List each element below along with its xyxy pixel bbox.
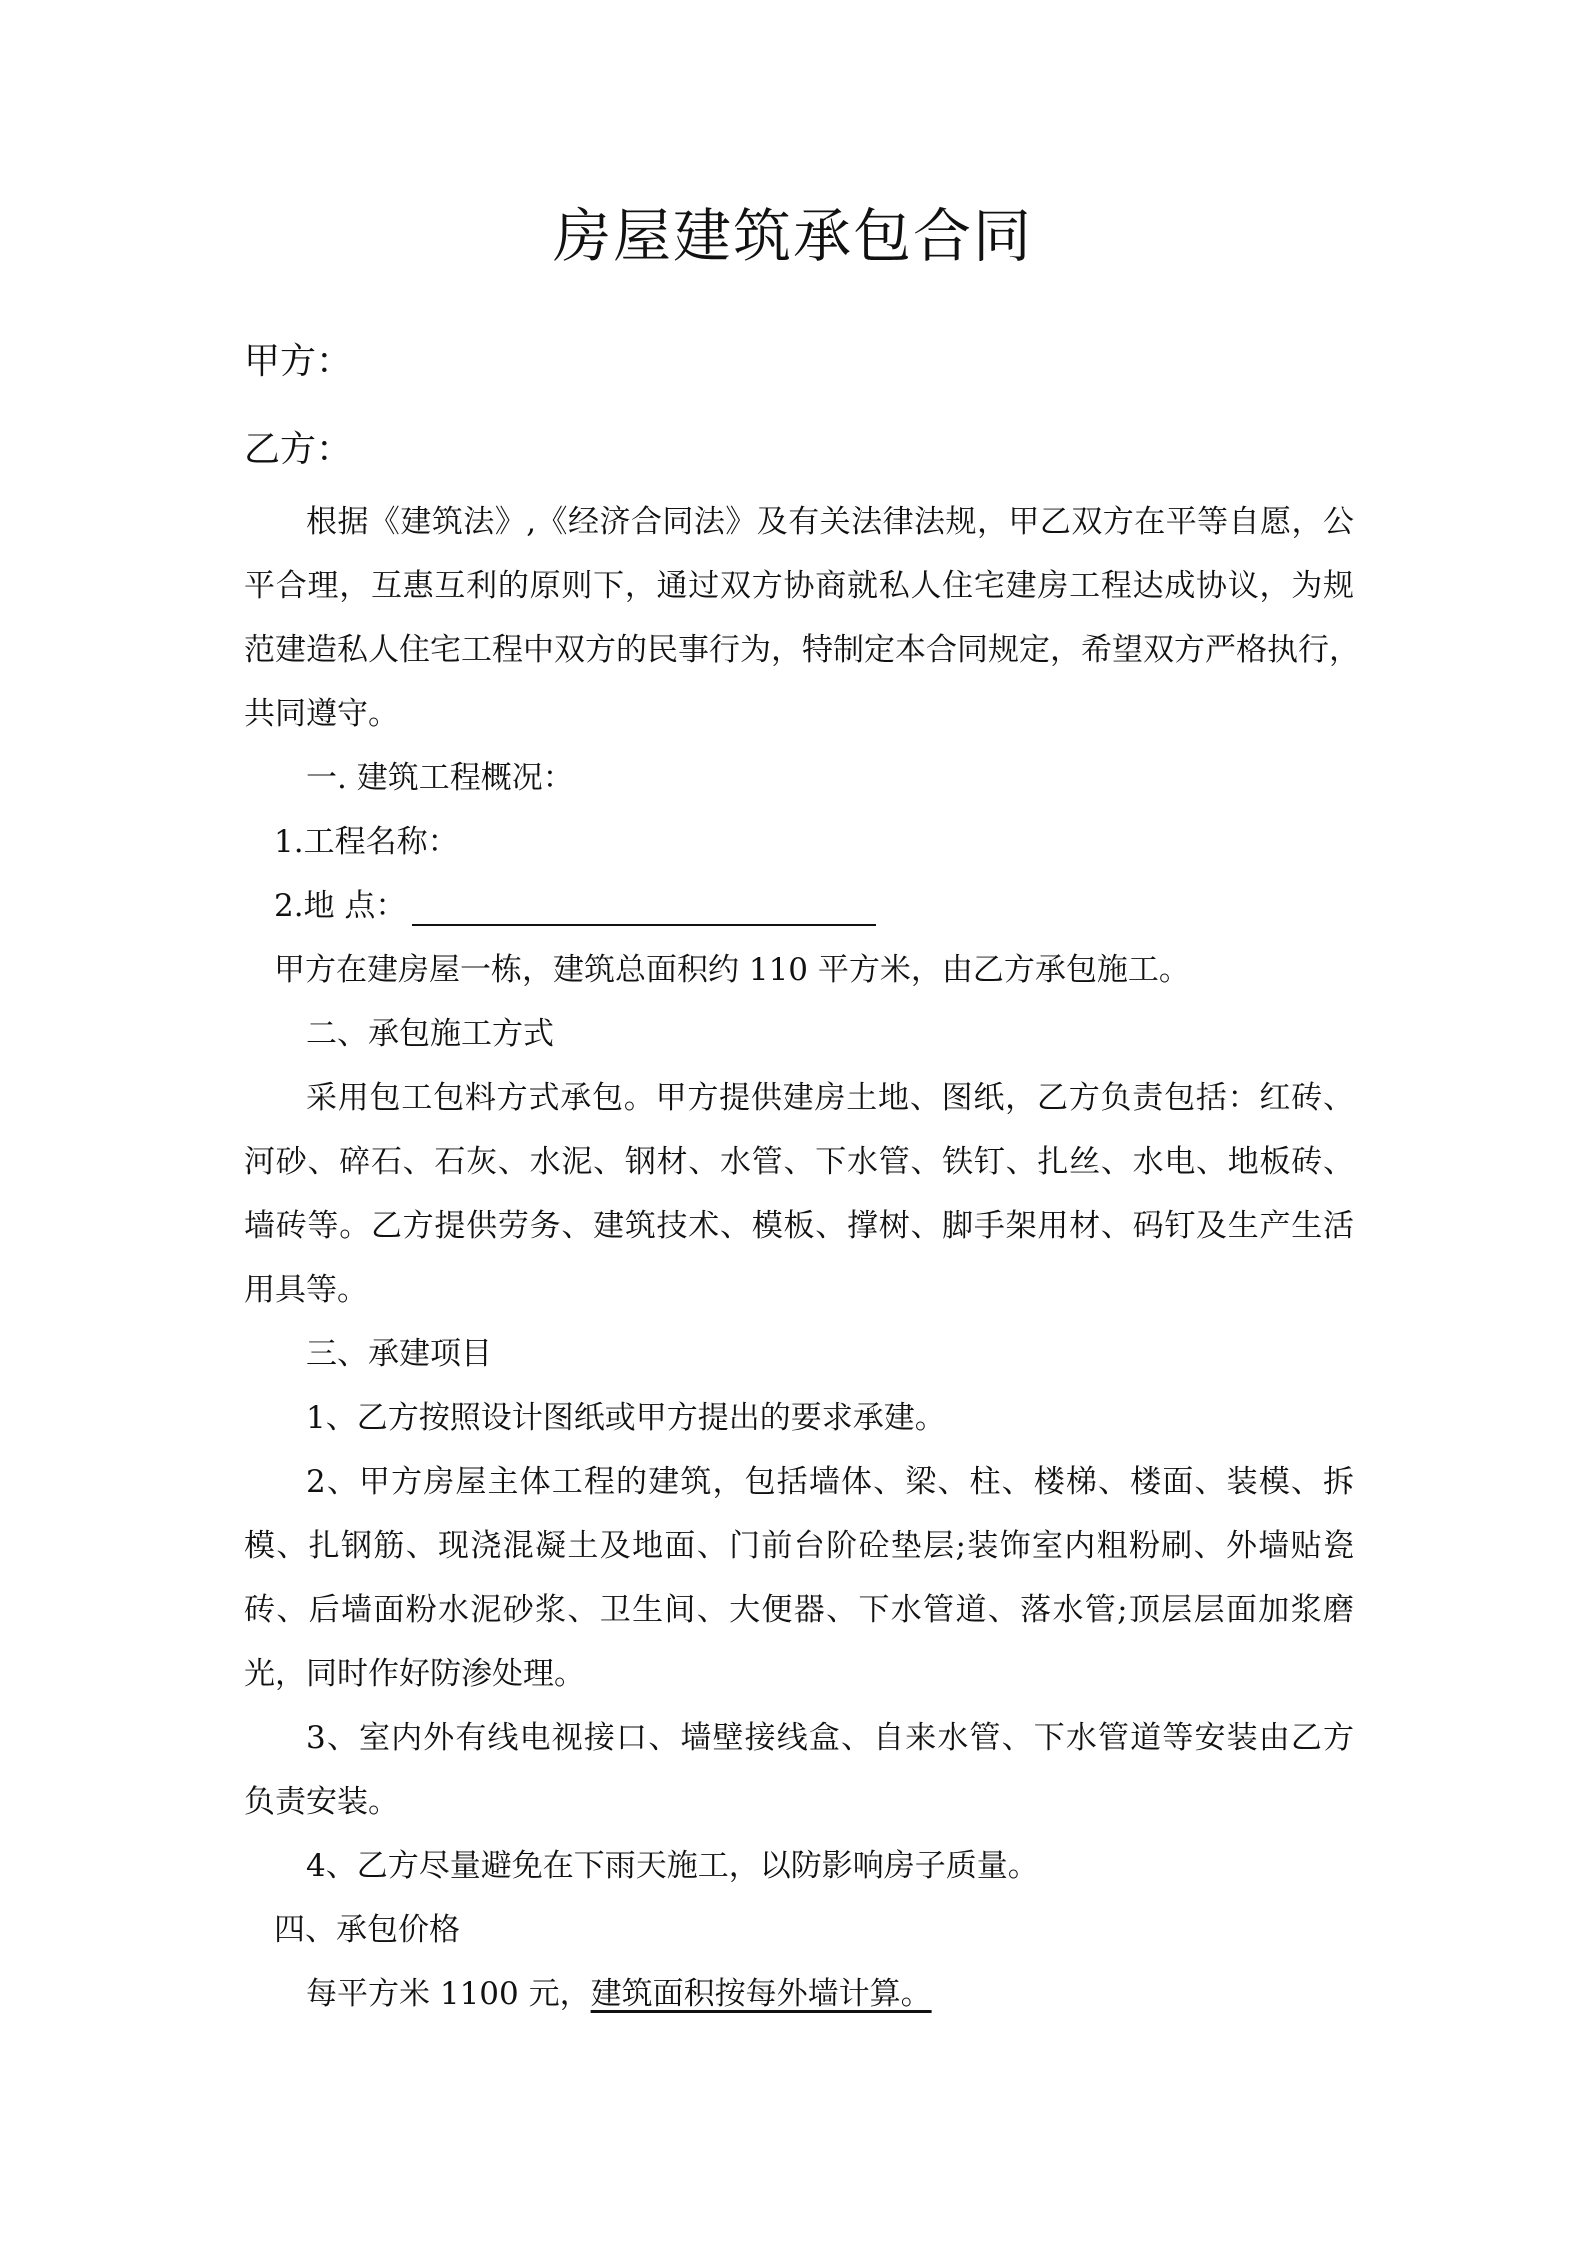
section-3-item-3-line: 负责安装。 [244, 1784, 399, 1820]
section-3-item-1: 1、乙方按照设计图纸或甲方提出的要求承建。 [306, 1400, 946, 1436]
section-2-line: 采用包工包料方式承包。甲方提供建房土地、图纸，乙方负责包括：红砖、 [306, 1080, 1354, 1116]
price-value: 每平方米 1100 元， [306, 1976, 591, 2012]
party-b-label: 乙方： [244, 429, 353, 470]
price-note: 建筑面积按每外墙计算。 [590, 1976, 932, 2012]
party-a-label: 甲方： [244, 341, 353, 382]
section-3-heading: 三、承建项目 [306, 1336, 492, 1372]
section-3-item-2-line: 光，同时作好防渗处理。 [244, 1656, 585, 1692]
section-3-item-2-line: 模、扎钢筋、现浇混凝土及地面、门前台阶砼垫层;装饰室内粗粉刷、外墙贴瓷 [244, 1528, 1354, 1564]
section-3-item-2-line: 2、甲方房屋主体工程的建筑，包括墙体、梁、柱、楼梯、楼面、装模、拆 [306, 1464, 1354, 1500]
location-label: 2.地 点： [274, 888, 407, 924]
section-4-heading: 四、承包价格 [274, 1912, 460, 1948]
section-1-heading: 一. 建筑工程概况： [306, 760, 574, 796]
section-2-line: 用具等。 [244, 1272, 368, 1308]
section-2-line: 墙砖等。乙方提供劳务、建筑技术、模板、撑树、脚手架用材、码钉及生产生活 [244, 1208, 1354, 1244]
location-row [274, 886, 1354, 926]
price-row [306, 1974, 1354, 2014]
section-3-item-2-line: 砖、后墙面粉水泥砂浆、卫生间、大便器、下水管道、落水管;顶层层面加浆磨 [244, 1592, 1354, 1628]
section-2-line: 河砂、碎石、石灰、水泥、钢材、水管、下水管、铁钉、扎丝、水电、地板砖、 [244, 1144, 1354, 1180]
preamble-line: 根据《建筑法》,《经济合同法》及有关法律法规，甲乙双方在平等自愿，公 [306, 504, 1354, 540]
preamble-line: 共同遵守。 [244, 696, 399, 732]
preamble-line: 范建造私人住宅工程中双方的民事行为，特制定本合同规定，希望双方严格执行， [244, 632, 1360, 668]
document-title: 房屋建筑承包合同 [552, 202, 1033, 270]
location-blank-line [412, 890, 876, 926]
section-3-item-4: 4、乙方尽量避免在下雨天施工，以防影响房子质量。 [306, 1848, 1039, 1884]
section-2-heading: 二、承包施工方式 [306, 1016, 554, 1052]
project-summary: 甲方在建房屋一栋，建筑总面积约 110 平方米，由乙方承包施工。 [274, 952, 1190, 988]
preamble-line: 平合理，互惠互利的原则下，通过双方协商就私人住宅建房工程达成协议，为规 [244, 568, 1354, 604]
project-name-label: 1.工程名称： [274, 824, 459, 860]
section-3-item-3-line: 3、室内外有线电视接口、墙壁接线盒、自来水管、下水管道等安装由乙方 [306, 1720, 1354, 1756]
